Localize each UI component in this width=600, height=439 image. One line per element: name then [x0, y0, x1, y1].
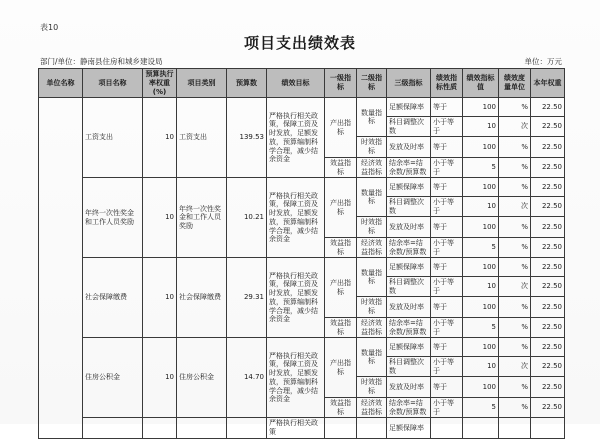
level2-quantity-cell: 数量指标 — [357, 338, 387, 377]
indicator-name-cell: 科目调整次数 — [387, 276, 431, 297]
unit-name-cell — [39, 98, 83, 439]
indicator-value-cell: 5 — [463, 237, 499, 258]
project-category-cell: 住房公积金 — [177, 338, 227, 418]
indicator-nature-cell: 小于等于 — [431, 196, 463, 217]
performance-goal-cell: 严格执行相关政策，保障工资及时发放，足额发放，预算编制科学合理，减少结余资金 — [267, 258, 325, 338]
header-cell: 项目类别 — [177, 69, 227, 98]
indicator-name-cell: 结余率=结余数/预算数 — [387, 317, 431, 338]
indicator-value-cell: 10 — [463, 116, 499, 137]
indicator-weight-cell: 22.50 — [531, 356, 565, 377]
indicator-name-cell: 科目调整次数 — [387, 196, 431, 217]
level1-output-cell: 产出指标 — [325, 98, 357, 158]
level1-benefit-cell: 效益指标 — [325, 397, 357, 418]
header-cell: 三级指标 — [387, 69, 431, 98]
table-row — [39, 178, 565, 197]
header-cell: 绩效指标性质 — [431, 69, 463, 98]
indicator-value-cell: 100 — [463, 297, 499, 318]
indicator-value-cell: 5 — [463, 317, 499, 338]
level1-benefit-cell: 效益指标 — [325, 157, 357, 178]
budget-cell: 139.53 — [227, 98, 267, 178]
project-category-cell: 年终一次性奖金和工作人员奖励 — [177, 178, 227, 258]
indicator-weight-cell: 22.50 — [531, 338, 565, 357]
header-cell: 项目名称 — [83, 69, 143, 98]
indicator-unit-cell: % — [499, 157, 531, 178]
indicator-value-cell: 100 — [463, 137, 499, 158]
performance-goal-cell: 严格执行相关政策，保障工资及时发放，足额发放，预算编制科学合理，减少结余资金 — [267, 98, 325, 178]
level1-output-cell: 产出指标 — [325, 178, 357, 238]
level1-output-cell: 产出指标 — [325, 338, 357, 398]
indicator-unit-cell: % — [499, 317, 531, 338]
header-cell: 绩效指标值 — [463, 69, 499, 98]
header-cell: 一级指标 — [325, 69, 357, 98]
indicator-value-cell: 5 — [463, 157, 499, 178]
indicator-nature-cell: 等于 — [431, 297, 463, 318]
indicator-weight-cell: 22.50 — [531, 157, 565, 178]
indicator-weight-cell: 22.50 — [531, 98, 565, 117]
header-cell: 本年权重 — [531, 69, 565, 98]
empty-cell — [177, 418, 227, 439]
indicator-value-cell: 5 — [463, 397, 499, 418]
indicator-value-cell: 100 — [463, 217, 499, 238]
exec-weight-cell: 10 — [143, 338, 177, 418]
level2-time-cell: 时效指标 — [357, 297, 387, 318]
performance-goal-cell: 严格执行相关政策 — [267, 418, 325, 439]
indicator-name-cell: 发放及时率 — [387, 217, 431, 238]
indicator-nature-cell: 小于等于 — [431, 157, 463, 178]
project-name-cell: 工资支出 — [83, 98, 143, 178]
indicator-unit-cell: % — [499, 178, 531, 197]
level2-time-cell: 时效指标 — [357, 377, 387, 398]
indicator-value-cell: 10 — [463, 356, 499, 377]
indicator-nature-cell: 小于等于 — [431, 356, 463, 377]
level2-econ-cell: 经济效益指标 — [357, 237, 387, 258]
indicator-weight-cell: 22.50 — [531, 258, 565, 277]
project-category-cell: 工资支出 — [177, 98, 227, 178]
exec-weight-cell: 10 — [143, 178, 177, 258]
level2-quantity-cell: 数量指标 — [357, 178, 387, 217]
project-name-cell: 年终一次性奖金和工作人员奖励 — [83, 178, 143, 258]
header-cell: 单位名称 — [39, 69, 83, 98]
empty-cell — [227, 418, 267, 439]
indicator-nature-cell: 小于等于 — [431, 237, 463, 258]
indicator-nature-cell: 等于 — [431, 137, 463, 158]
indicator-name-cell: 结余率=结余数/预算数 — [387, 397, 431, 418]
indicator-weight-cell: 22.50 — [531, 196, 565, 217]
indicator-unit-cell: 次 — [499, 116, 531, 137]
indicator-unit-cell: 次 — [499, 196, 531, 217]
table-header-row — [39, 69, 565, 98]
indicator-unit-cell: % — [499, 137, 531, 158]
budget-cell: 10.21 — [227, 178, 267, 258]
indicator-nature-cell: 等于 — [431, 338, 463, 357]
header-cell: 绩效度量单位 — [499, 69, 531, 98]
level1-output-cell: 产出指标 — [325, 258, 357, 318]
indicator-name-cell: 结余率=结余数/预算数 — [387, 157, 431, 178]
indicator-name-cell: 发放及时率 — [387, 297, 431, 318]
empty-cell — [83, 418, 143, 439]
exec-weight-cell: 10 — [143, 258, 177, 338]
header-cell: 绩效目标 — [267, 69, 325, 98]
indicator-unit-cell: % — [499, 377, 531, 398]
level2-time-cell: 时效指标 — [357, 137, 387, 158]
indicator-name-cell: 发放及时率 — [387, 137, 431, 158]
indicator-unit-cell: % — [499, 258, 531, 277]
indicator-name-cell: 科目调整次数 — [387, 116, 431, 137]
indicator-nature-cell: 等于 — [431, 377, 463, 398]
table-number-label: 表10 — [40, 23, 59, 32]
indicator-name-cell: 足额保障率 — [387, 258, 431, 277]
indicator-unit-cell: % — [499, 397, 531, 418]
level1-benefit-cell: 效益指标 — [325, 237, 357, 258]
project-category-cell: 社会保障缴费 — [177, 258, 227, 338]
level2-econ-cell: 经济效益指标 — [357, 317, 387, 338]
indicator-unit-cell: % — [499, 217, 531, 238]
empty-cell — [531, 418, 565, 439]
level1-benefit-cell: 效益指标 — [325, 317, 357, 338]
indicator-weight-cell: 22.50 — [531, 217, 565, 238]
indicator-name-cell: 足额保障率 — [387, 98, 431, 117]
indicator-name-cell: 足额保障率 — [387, 338, 431, 357]
indicator-name-cell: 足额保障率 — [387, 178, 431, 197]
project-name-cell: 住房公积金 — [83, 338, 143, 418]
indicator-nature-cell: 小于等于 — [431, 276, 463, 297]
table-row — [39, 98, 565, 117]
indicator-value-cell: 10 — [463, 196, 499, 217]
level2-quantity-cell: 数量指标 — [357, 258, 387, 297]
indicator-value-cell: 100 — [463, 258, 499, 277]
indicator-name-cell: 足额保障率 — [387, 418, 431, 439]
table-row — [39, 258, 565, 277]
level2-econ-cell: 经济效益指标 — [357, 157, 387, 178]
budget-cell: 14.70 — [227, 338, 267, 418]
indicator-weight-cell: 22.50 — [531, 397, 565, 418]
indicator-nature-cell: 等于 — [431, 178, 463, 197]
indicator-weight-cell: 22.50 — [531, 237, 565, 258]
table-row — [39, 418, 565, 439]
indicator-value-cell: 100 — [463, 98, 499, 117]
indicator-unit-cell: 次 — [499, 356, 531, 377]
indicator-unit-cell: 次 — [499, 276, 531, 297]
indicator-name-cell: 科目调整次数 — [387, 356, 431, 377]
indicator-weight-cell: 22.50 — [531, 116, 565, 137]
empty-cell — [325, 418, 357, 439]
indicator-name-cell: 发放及时率 — [387, 377, 431, 398]
indicator-weight-cell: 22.50 — [531, 276, 565, 297]
indicator-value-cell: 100 — [463, 178, 499, 197]
indicator-unit-cell: % — [499, 98, 531, 117]
header-cell: 预算执行率权重(%) — [143, 69, 177, 98]
indicator-nature-cell: 等于 — [431, 258, 463, 277]
indicator-weight-cell: 22.50 — [531, 297, 565, 318]
empty-cell — [463, 418, 499, 439]
performance-goal-cell: 严格执行相关政策，保障工资及时发放，足额发放，预算编制科学合理，减少结余资金 — [267, 178, 325, 258]
table-body — [39, 98, 565, 439]
level2-econ-cell: 经济效益指标 — [357, 397, 387, 418]
level2-time-cell: 时效指标 — [357, 217, 387, 238]
indicator-unit-cell: % — [499, 297, 531, 318]
level2-quantity-cell: 数量指标 — [357, 98, 387, 137]
exec-weight-cell: 10 — [143, 98, 177, 178]
header-cell: 二级指标 — [357, 69, 387, 98]
empty-cell — [499, 418, 531, 439]
indicator-weight-cell: 22.50 — [531, 317, 565, 338]
indicator-unit-cell: % — [499, 338, 531, 357]
budget-cell: 29.31 — [227, 258, 267, 338]
header-cell: 预算数 — [227, 69, 267, 98]
indicator-weight-cell: 22.50 — [531, 178, 565, 197]
indicator-nature-cell: 等于 — [431, 98, 463, 117]
performance-table — [38, 68, 565, 439]
indicator-unit-cell: % — [499, 237, 531, 258]
empty-cell — [431, 418, 463, 439]
document-title: 项目支出绩效表 — [243, 34, 356, 52]
department-line: 部门/单位：静南县住房和城乡建设局 — [40, 57, 163, 66]
indicator-value-cell: 10 — [463, 276, 499, 297]
project-name-cell: 社会保障缴费 — [83, 258, 143, 338]
indicator-weight-cell: 22.50 — [531, 137, 565, 158]
empty-cell — [357, 418, 387, 439]
table-row — [39, 338, 565, 357]
indicator-name-cell: 结余率=结余数/预算数 — [387, 237, 431, 258]
indicator-nature-cell: 小于等于 — [431, 317, 463, 338]
indicator-value-cell: 100 — [463, 377, 499, 398]
indicator-nature-cell: 小于等于 — [431, 397, 463, 418]
empty-cell — [143, 418, 177, 439]
unit-line: 单位：万元 — [524, 57, 562, 66]
indicator-nature-cell: 等于 — [431, 217, 463, 238]
indicator-nature-cell: 小于等于 — [431, 116, 463, 137]
performance-goal-cell: 严格执行相关政策，保障工资及时发放，足额发放，预算编制科学合理，减少结余资金 — [267, 338, 325, 418]
indicator-value-cell: 100 — [463, 338, 499, 357]
indicator-weight-cell: 22.50 — [531, 377, 565, 398]
